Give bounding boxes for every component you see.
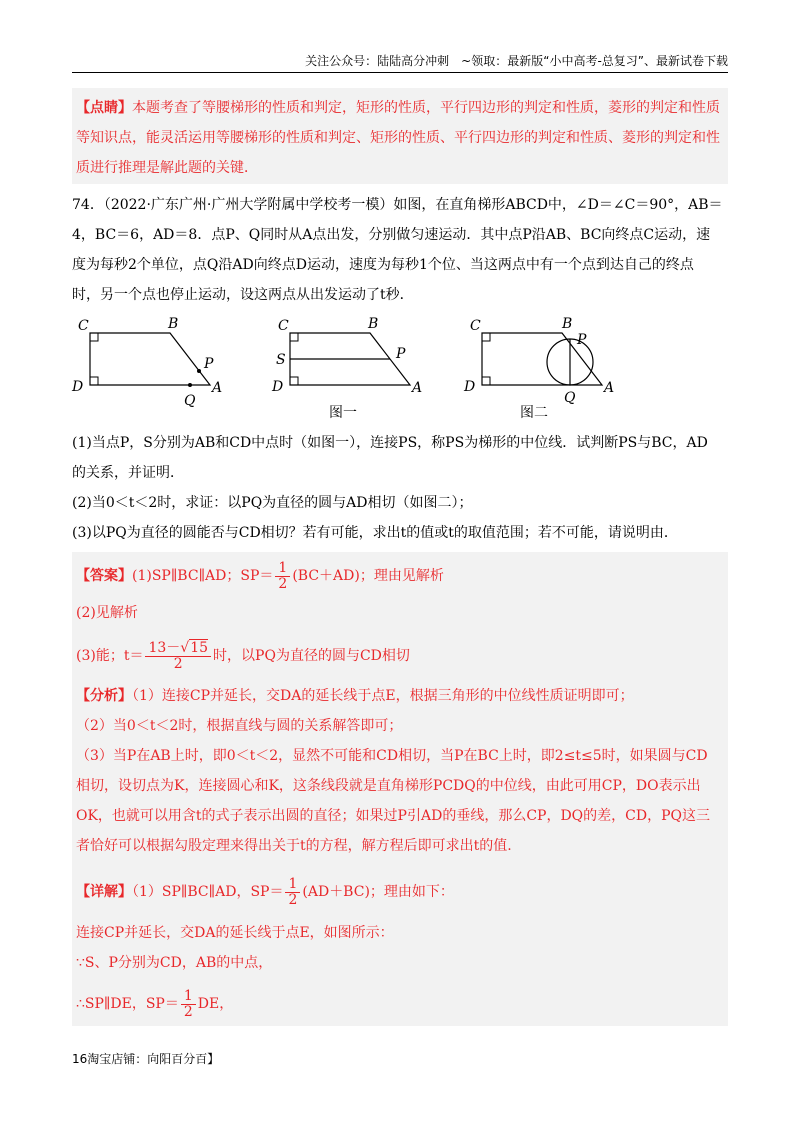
- analysis-line-5: OK，也就可以用含t的式子表示出圆的直径；如果过P引AD的垂线，那么CP，DQ的差，CD，PQ这三: [76, 808, 710, 824]
- detail-label: 【详解】: [76, 884, 132, 900]
- detail-line-2: 连接CP并延长，交DA的延长线于点E，如图所示：: [76, 925, 394, 941]
- page-header: 关注公众号：陆陆高分冲刺 ~领取：最新版“小中高考-总复习”、最新试卷下载: [305, 54, 728, 68]
- figure-midline: [271, 316, 422, 396]
- fig3-label-b: B: [562, 316, 573, 332]
- answer-fraction: $\frac{1}{2}$: [275, 561, 290, 592]
- fig1-label-b: B: [168, 316, 179, 332]
- tip-line-2: 等知识点，能灵活运用等腰梯形的性质和判定、矩形的性质、平行四边形的判定和性质、菱形的判定和性: [76, 130, 720, 146]
- question-3: (3)以PQ为直径的圆能否与CD相切？若有可能，求出t的值或t的取值范围；若不可能，请说明由．: [72, 525, 678, 541]
- fig3-label-q: Q: [564, 390, 576, 406]
- fig1-label-q: Q: [184, 393, 196, 409]
- fig3-label-d: D: [464, 379, 476, 395]
- question-2: (2)当0＜t＜2时，求证：以PQ为直径的圆与AD相切（如图二）；: [72, 495, 473, 511]
- detail-line-1: 【详解】（1）SP∥BC∥AD，SP＝ $\frac{1}{2}$ (AD＋BC)；理由如下：: [76, 875, 454, 908]
- answer-label: 【答案】: [76, 568, 132, 584]
- figure-caption-1: 图一: [329, 405, 357, 421]
- detail-line-4: ∴SP∥DE，SP＝ $\frac{1}{2}$ DE，: [76, 987, 234, 1020]
- header-rule: [72, 72, 728, 73]
- fig1-label-a: A: [212, 380, 223, 396]
- answer-t-fraction: $\frac{13-√15}{2}$: [145, 641, 211, 672]
- analysis-line-4: 相切，设切点为K，连接圆心和K，这条线段就是直角梯形PCDQ的中位线，由此可用CP，DO表示出: [76, 778, 701, 794]
- fig2-label-s: S: [276, 352, 286, 368]
- tip-line-1: 【点睛】本题考查了等腰梯形的性质和判定，矩形的性质，平行四边形的判定和性质，菱形的判定和性质: [76, 100, 720, 116]
- analysis-line-2: （2）当0＜t＜2时，根据直线与圆的关系解答即可；: [76, 718, 403, 734]
- answer-line-2: (2)见解析: [76, 605, 138, 621]
- problem-line-1: 74．（2022·广东广州·广州大学附属中学校考一模）如图，在直角梯形ABCD中，∠D＝∠C＝90°，AB＝: [72, 197, 723, 213]
- detail-fraction-2: $\frac{1}{2}$: [181, 989, 196, 1020]
- figure-trapezoid: [71, 316, 222, 409]
- analysis-label: 【分析】: [76, 688, 132, 704]
- question-1-line-1: (1)当点P，S分别为AB和CD中点时（如图一），连接PS，称PS为梯形的中位线．试判断PS与BC，AD: [72, 435, 708, 451]
- detail-line-3: ∵S、P分别为CD，AB的中点，: [76, 955, 273, 971]
- answer-line-3: (3)能；t＝ $\frac{13-√15}{2}$ 时，以PQ为直径的圆与CD相切: [76, 639, 410, 672]
- fig2-label-d: D: [272, 379, 284, 395]
- fig3-label-p: P: [577, 332, 587, 348]
- fig2-label-c: C: [278, 318, 289, 334]
- answer-line-1: 【答案】(1)SP∥BC∥AD；SP＝ $\frac{1}{2}$ (BC＋AD)；理由见解析: [76, 559, 444, 592]
- fig3-label-c: C: [470, 318, 481, 334]
- fig2-label-a: A: [412, 380, 423, 396]
- figures: [0, 310, 800, 428]
- question-1-line-2: 的关系，并证明．: [72, 465, 184, 481]
- figure-caption-2: 图二: [520, 405, 548, 421]
- fig2-label-p: P: [396, 346, 406, 362]
- problem-line-3: 度为每秒2个单位，点Q沿AD向终点D运动，速度为每秒1个位、当这两点中有一个点到达自己的终点: [72, 257, 694, 273]
- tip-line-3: 质进行推理是解此题的关键．: [76, 160, 258, 176]
- fig1-label-c: C: [78, 318, 89, 334]
- fig1-label-d: D: [72, 379, 84, 395]
- fig1-label-p: P: [204, 356, 214, 372]
- analysis-line-6: 者恰好可以根据勾股定理来得出关于t的方程，解方程后即可求出t的值.: [76, 838, 512, 854]
- page-footer: 16淘宝店铺：向阳百分百】: [72, 1052, 220, 1066]
- problem-line-4: 时，另一个点也停止运动，设这两点从出发运动了t秒．: [72, 287, 414, 303]
- figure-circle: [463, 316, 614, 406]
- tip-label: 【点睛】: [76, 100, 132, 116]
- fig2-label-b: B: [368, 316, 379, 332]
- problem-line-2: 4，BC＝6，AD＝8．点P、Q同时从A点出发，分别做匀速运动．其中点P沿AB、BC向终点C运动，速: [72, 227, 711, 243]
- analysis-line-1: 【分析】（1）连接CP并延长，交DA的延长线于点E，根据三角形的中位线性质证明即可；: [76, 688, 634, 704]
- analysis-line-3: （3）当P在AB上时，即0＜t＜2，显然不可能和CD相切，当P在BC上时，即2≤t≤5时，如果圆与CD: [76, 748, 708, 764]
- detail-fraction-1: $\frac{1}{2}$: [285, 877, 300, 908]
- fig3-label-a: A: [604, 380, 615, 396]
